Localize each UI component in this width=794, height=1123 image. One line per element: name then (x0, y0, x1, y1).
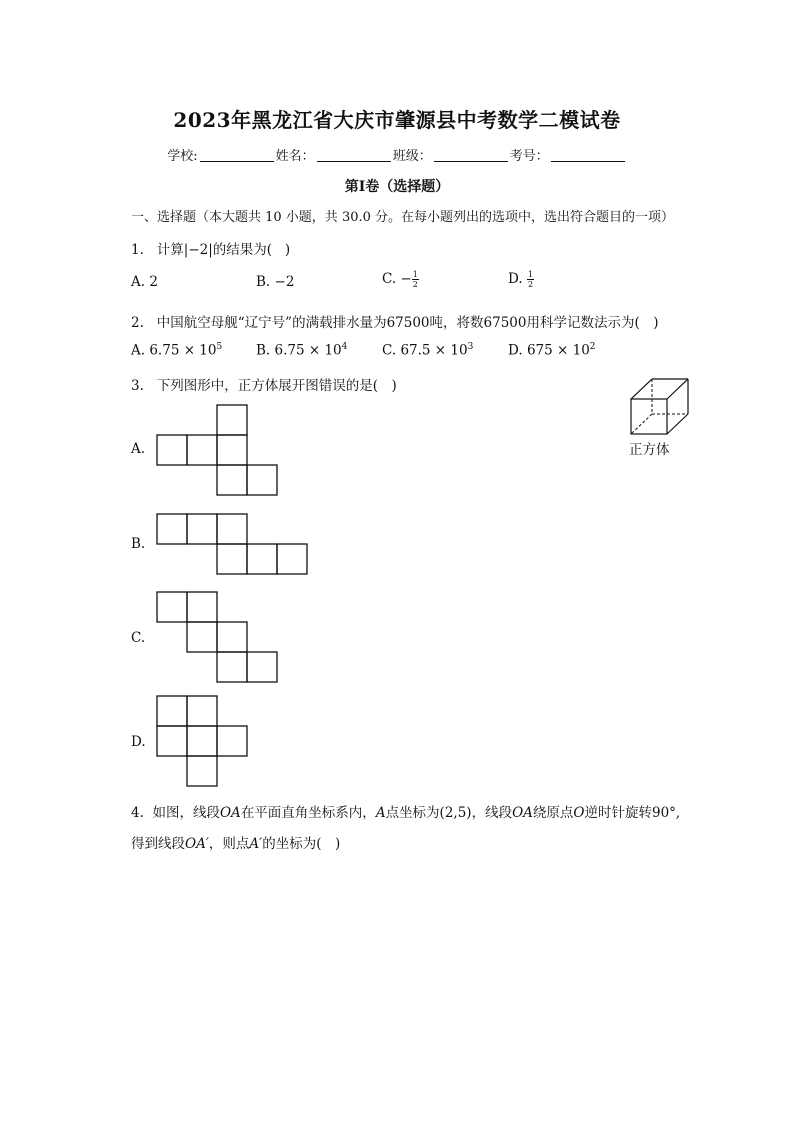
exam-no-label: 考号： (509, 149, 549, 164)
cube-icon (628, 376, 692, 436)
option-value: −2 (274, 274, 295, 290)
fraction: $\frac{1}{2}$ (412, 270, 418, 289)
section-instructions: 一、选择题（本大题共 10 小题，共 30.0 分。在每小题列出的选项中，选出符合题目的一项） (131, 210, 675, 225)
q2-option-d[interactable]: D. $675 \times 10^2$ (508, 342, 596, 359)
q3-option-b-net[interactable] (156, 513, 310, 581)
question-number: 4. (131, 805, 144, 821)
q1-option-b[interactable] (256, 274, 294, 290)
name-field[interactable] (317, 149, 391, 162)
question-3 (131, 374, 397, 394)
exam-title: 2023年黑龙江省大庆市肇源县中考数学二模试卷 (173, 108, 621, 132)
class-field[interactable] (434, 149, 508, 162)
q3-option-d-label[interactable]: D. (131, 734, 146, 750)
exam-no-field[interactable] (551, 149, 625, 162)
q1-option-c[interactable]: C. − $\frac{1}{2}$ (382, 270, 418, 289)
school-field[interactable] (200, 149, 274, 162)
q3-option-c-label[interactable]: C. (131, 630, 146, 646)
q1-option-a[interactable] (131, 274, 158, 290)
question-number: 2. (131, 315, 144, 331)
q3-option-a-net[interactable] (156, 404, 280, 502)
option-label: D. (508, 271, 523, 287)
section-title: 第Ⅰ卷（选择题） (344, 179, 450, 195)
option-label: A. (131, 274, 146, 290)
cube-caption: 正方体 (629, 442, 670, 458)
question-text: 下列图形中，正方体展开图错误的是( ) (156, 378, 397, 394)
q2-option-c[interactable]: C. $67.5 \times 10^3$ (382, 342, 474, 359)
name-label: 姓名： (275, 149, 315, 164)
option-label: C. (382, 271, 397, 287)
q3-option-a-label[interactable]: A. (131, 441, 146, 457)
question-4-line-2: 得到线段OA′，则点A′的坐标为( ) (131, 836, 341, 852)
school-label: 学校: (167, 149, 198, 164)
question-2 (131, 311, 659, 331)
q2-option-a[interactable]: A. $6.75 \times 10^5$ (131, 342, 223, 359)
fraction: $\frac{1}{2}$ (527, 270, 534, 289)
class-label: 班级： (392, 149, 432, 164)
q3-option-c-net[interactable] (156, 591, 280, 689)
question-number: 3. (131, 378, 144, 394)
question-1: 1. 计算|−2|的结果为( ) (131, 242, 291, 258)
student-info-line (0, 145, 794, 164)
q2-option-b[interactable]: B. $6.75 \times 10^4$ (256, 342, 348, 359)
option-value: 2 (149, 274, 158, 290)
question-4: 4. 如图，线段OA在平面直角坐标系内，A点坐标为(2,5)，线段OA绕原点O逆时针旋转90°, (131, 805, 681, 821)
question-number: 1. (131, 242, 144, 258)
option-label: B. (256, 274, 271, 290)
cube-figure (628, 376, 692, 436)
question-text: 计算|−2|的结果为( (156, 242, 273, 258)
q1-option-d[interactable] (508, 270, 534, 289)
question-text: 中国航空母舰“辽宁号”的满载排水量为67500吨，将数67500用科学记数法示为( ) (156, 315, 659, 331)
q3-option-b-label[interactable]: B. (131, 536, 146, 552)
q3-option-d-net[interactable] (156, 695, 250, 793)
